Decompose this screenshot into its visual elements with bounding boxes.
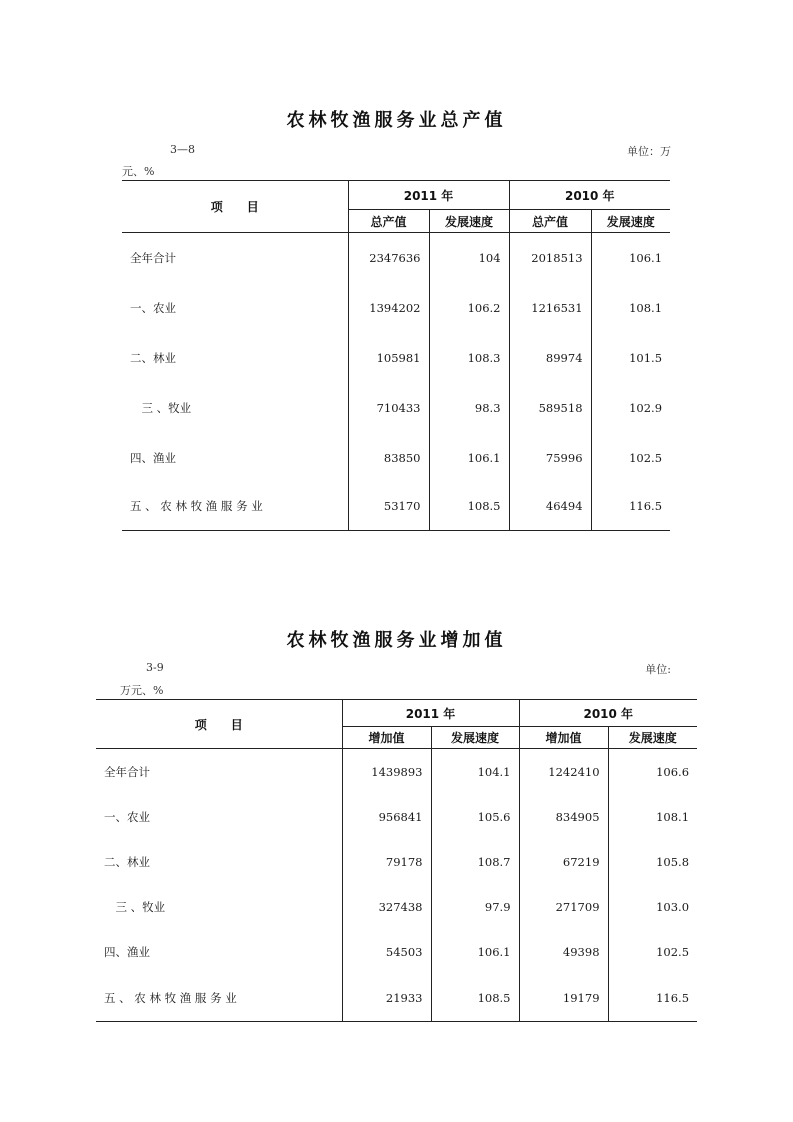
cell-value-2011: 21933: [342, 975, 431, 1022]
header-year-2011: 2011 年: [348, 181, 509, 210]
cell-growth-2011: 106.2: [429, 283, 509, 333]
cell-growth-2010: 102.5: [629, 450, 663, 465]
data-table: [122, 180, 670, 531]
cell-value-2011: 1394202: [348, 283, 429, 333]
header-growth-2010: 发展速度: [591, 210, 670, 233]
cell-value-2010: 75996: [509, 433, 591, 483]
cell-value-2010: 271709: [519, 885, 608, 930]
cell-growth-2010: 105.8: [656, 855, 690, 869]
cell-growth-2011: 97.9: [431, 885, 519, 930]
cell-value-2010: 46494: [509, 483, 591, 531]
cell-value-2011: 105981: [348, 333, 429, 383]
row-label: 五 、 农 林 牧 渔 服 务 业: [122, 483, 348, 531]
table-number: 3—8: [170, 143, 195, 156]
table-row: [96, 930, 697, 975]
row-label: 一、农业: [96, 795, 342, 840]
unit-label: 单位:: [645, 663, 671, 676]
cell-growth-2010: 108.1: [656, 810, 690, 824]
cell-value-2010: 1216531: [509, 283, 591, 333]
cell-growth-2010: 106.6: [656, 764, 690, 779]
unit-label-continued: 元、%: [122, 165, 155, 178]
header-item: 项 目: [122, 181, 348, 233]
table-row: [96, 795, 697, 840]
cell-growth-2011: 106.1: [429, 433, 509, 483]
cell-growth-2010: 108.1: [629, 300, 663, 315]
table-row: [122, 383, 670, 433]
cell-value-2010: 67219: [519, 840, 608, 885]
cell-growth-2010: 103.0: [656, 900, 690, 914]
cell-value-2011: 327438: [342, 885, 431, 930]
table-row: [122, 233, 670, 283]
cell-value-2010: 589518: [509, 383, 591, 433]
cell-growth-2011: 104.1: [431, 749, 519, 795]
header-growth-2010: 发展速度: [608, 727, 697, 749]
header-added-2011: 增加值: [342, 727, 431, 749]
table-title: 农林牧渔服务业总产值: [286, 110, 507, 131]
row-label: 五 、 农 林 牧 渔 服 务 业: [96, 975, 342, 1022]
table-row: [96, 749, 697, 795]
header-year-2011: 2011 年: [342, 700, 519, 727]
cell-value-2011: 54503: [342, 930, 431, 975]
cell-growth-2011: 108.3: [429, 333, 509, 383]
table-row: [96, 885, 697, 930]
row-label: 一、农业: [122, 283, 348, 333]
cell-value-2011: 710433: [348, 383, 429, 433]
header-item: 项 目: [96, 700, 342, 749]
cell-value-2010: 834905: [519, 795, 608, 840]
table-row: [96, 975, 697, 1022]
cell-growth-2010: 102.5: [656, 945, 690, 959]
table-row: [122, 333, 670, 383]
row-label: 全年合计: [96, 749, 342, 795]
header-year-2010: 2010 年: [509, 181, 670, 210]
cell-growth-2010: 116.5: [608, 975, 697, 1022]
row-label: 三 、牧业: [96, 885, 342, 930]
cell-value-2011: 956841: [342, 795, 431, 840]
row-label: 四、渔业: [96, 930, 342, 975]
cell-value-2010: 1242410: [519, 749, 608, 795]
row-label: 三 、牧业: [122, 383, 348, 433]
table-row: [122, 433, 670, 483]
cell-value-2011: 83850: [348, 433, 429, 483]
cell-value-2010: 89974: [509, 333, 591, 383]
row-label: 二、林业: [96, 840, 342, 885]
cell-growth-2011: 108.5: [431, 975, 519, 1022]
table-title: 农林牧渔服务业增加值: [286, 630, 507, 651]
header-output-2010: 总产值: [509, 210, 591, 233]
cell-growth-2011: 108.7: [431, 840, 519, 885]
row-label: 四、渔业: [122, 433, 348, 483]
cell-value-2010: 2018513: [509, 233, 591, 283]
cell-growth-2010: 101.5: [629, 350, 663, 365]
table-number: 3-9: [146, 661, 164, 674]
data-table: [96, 699, 697, 1022]
header-added-2010: 增加值: [519, 727, 608, 749]
unit-label-continued: 万元、%: [120, 684, 164, 697]
table-row: [122, 283, 670, 333]
cell-growth-2010: 106.1: [629, 250, 663, 265]
cell-growth-2011: 108.5: [429, 483, 509, 531]
cell-value-2010: 19179: [519, 975, 608, 1022]
cell-value-2011: 1439893: [342, 749, 431, 795]
cell-growth-2010: 102.9: [629, 400, 663, 415]
cell-value-2011: 79178: [342, 840, 431, 885]
row-label: 全年合计: [122, 233, 348, 283]
unit-label: 单位：万: [627, 145, 671, 158]
cell-value-2010: 49398: [519, 930, 608, 975]
cell-growth-2011: 98.3: [429, 383, 509, 433]
header-year-2010: 2010 年: [519, 700, 697, 727]
header-growth-2011: 发展速度: [429, 210, 509, 233]
table-row: [122, 483, 670, 531]
cell-value-2011: 2347636: [348, 233, 429, 283]
header-output-2011: 总产值: [348, 210, 429, 233]
cell-value-2011: 53170: [348, 483, 429, 531]
cell-growth-2010: 116.5: [591, 483, 670, 531]
header-growth-2011: 发展速度: [431, 727, 519, 749]
cell-growth-2011: 106.1: [431, 930, 519, 975]
row-label: 二、林业: [122, 333, 348, 383]
cell-growth-2011: 105.6: [431, 795, 519, 840]
table-row: [96, 840, 697, 885]
cell-growth-2011: 104: [429, 233, 509, 283]
